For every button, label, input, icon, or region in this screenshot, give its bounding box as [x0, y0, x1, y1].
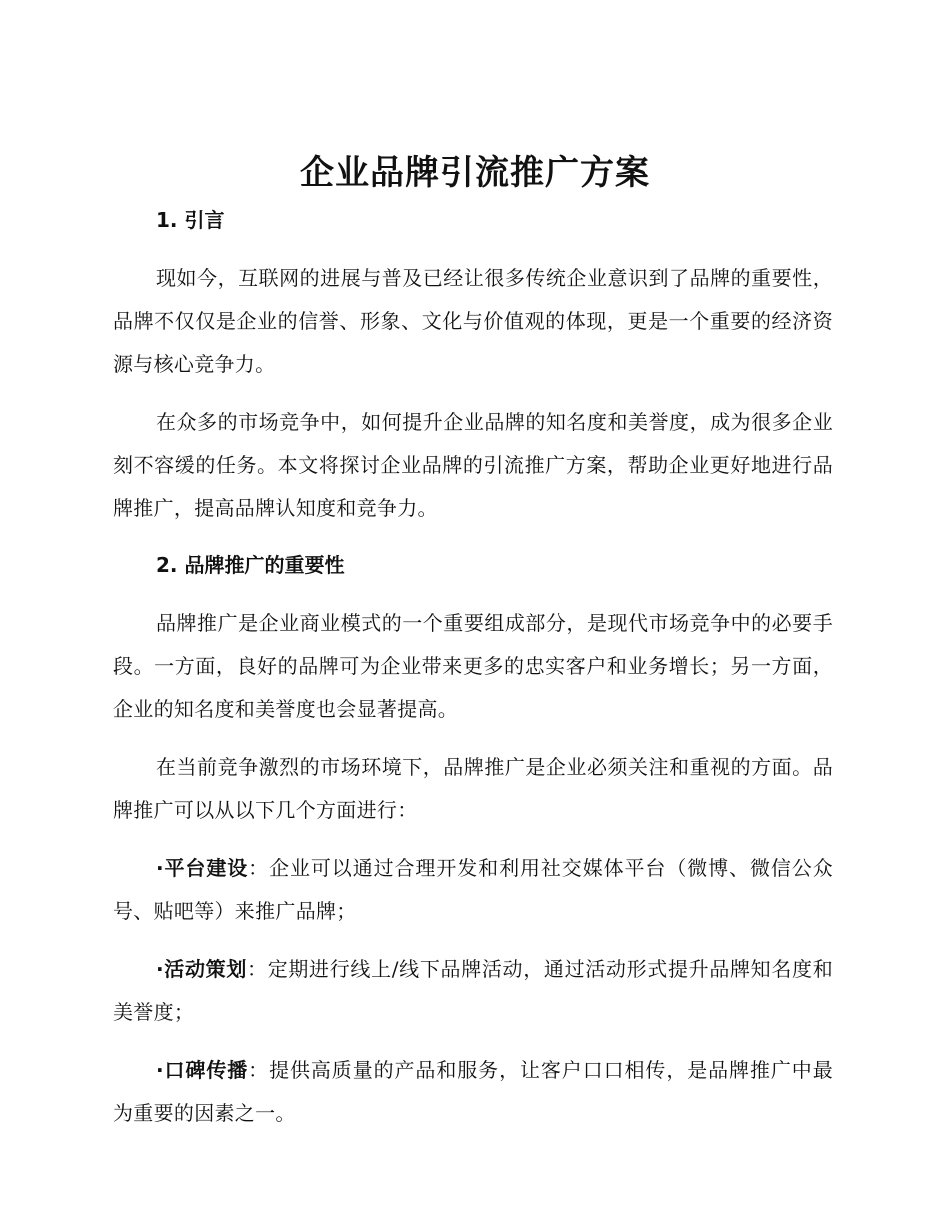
bullet-text: 企业可以通过合理开发和利用社交媒体平台（微博、微信公众号、贴吧等）来推广品牌；: [113, 856, 833, 923]
bullet-term: 活动策划: [163, 957, 247, 981]
bullet-term: 口碑传播: [163, 1058, 249, 1082]
bullet-item-word-of-mouth: [113, 1049, 833, 1135]
paragraph: 在当前竞争激烈的市场环境下，品牌推广是企业必须关注和重视的方面。品牌推广可以从以下几个方面进行：: [113, 755, 833, 822]
paragraph: 品牌推广是企业商业模式的一个重要组成部分，是现代市场竞争中的必要手段。一方面，良好的品牌可为企业带来更多的忠实客户和业务增长；另一方面，企业的知名度和美誉度也会显著提高。: [113, 611, 833, 721]
section-heading-introduction: 1. 引言: [156, 208, 225, 232]
bullet-item-events: [113, 948, 833, 1034]
document-body: [113, 199, 833, 1135]
bullet-marker: ·: [156, 957, 164, 981]
bullet-separator: ：: [248, 1058, 270, 1082]
bullet-item-platform: [113, 847, 833, 933]
bullet-separator: ：: [248, 856, 270, 880]
bullet-text: 定期进行线上/线下品牌活动，通过活动形式提升品牌知名度和美誉度；: [113, 957, 834, 1024]
paragraph: 现如今，互联网的进展与普及已经让很多传统企业意识到了品牌的重要性，品牌不仅仅是企业的信誉、形象、文化与价值观的体现，更是一个重要的经济资源与核心竞争力。: [113, 266, 833, 376]
bullet-marker: ·: [156, 856, 164, 880]
section-heading-importance: 2. 品牌推广的重要性: [156, 553, 345, 577]
bullet-marker: ·: [156, 1058, 164, 1082]
bullet-text: 提供高质量的产品和服务，让客户口口相传，是品牌推广中最为重要的因素之一。: [113, 1058, 833, 1125]
bullet-term: 平台建设: [163, 856, 249, 880]
document-title: 企业品牌引流推广方案: [300, 153, 650, 193]
paragraph: 在众多的市场竞争中，如何提升企业品牌的知名度和美誉度，成为很多企业刻不容缓的任务。本文将探讨企业品牌的引流推广方案，帮助企业更好地进行品牌推广，提高品牌认知度和竞争力。: [113, 410, 833, 520]
bullet-separator: ：: [247, 957, 268, 981]
